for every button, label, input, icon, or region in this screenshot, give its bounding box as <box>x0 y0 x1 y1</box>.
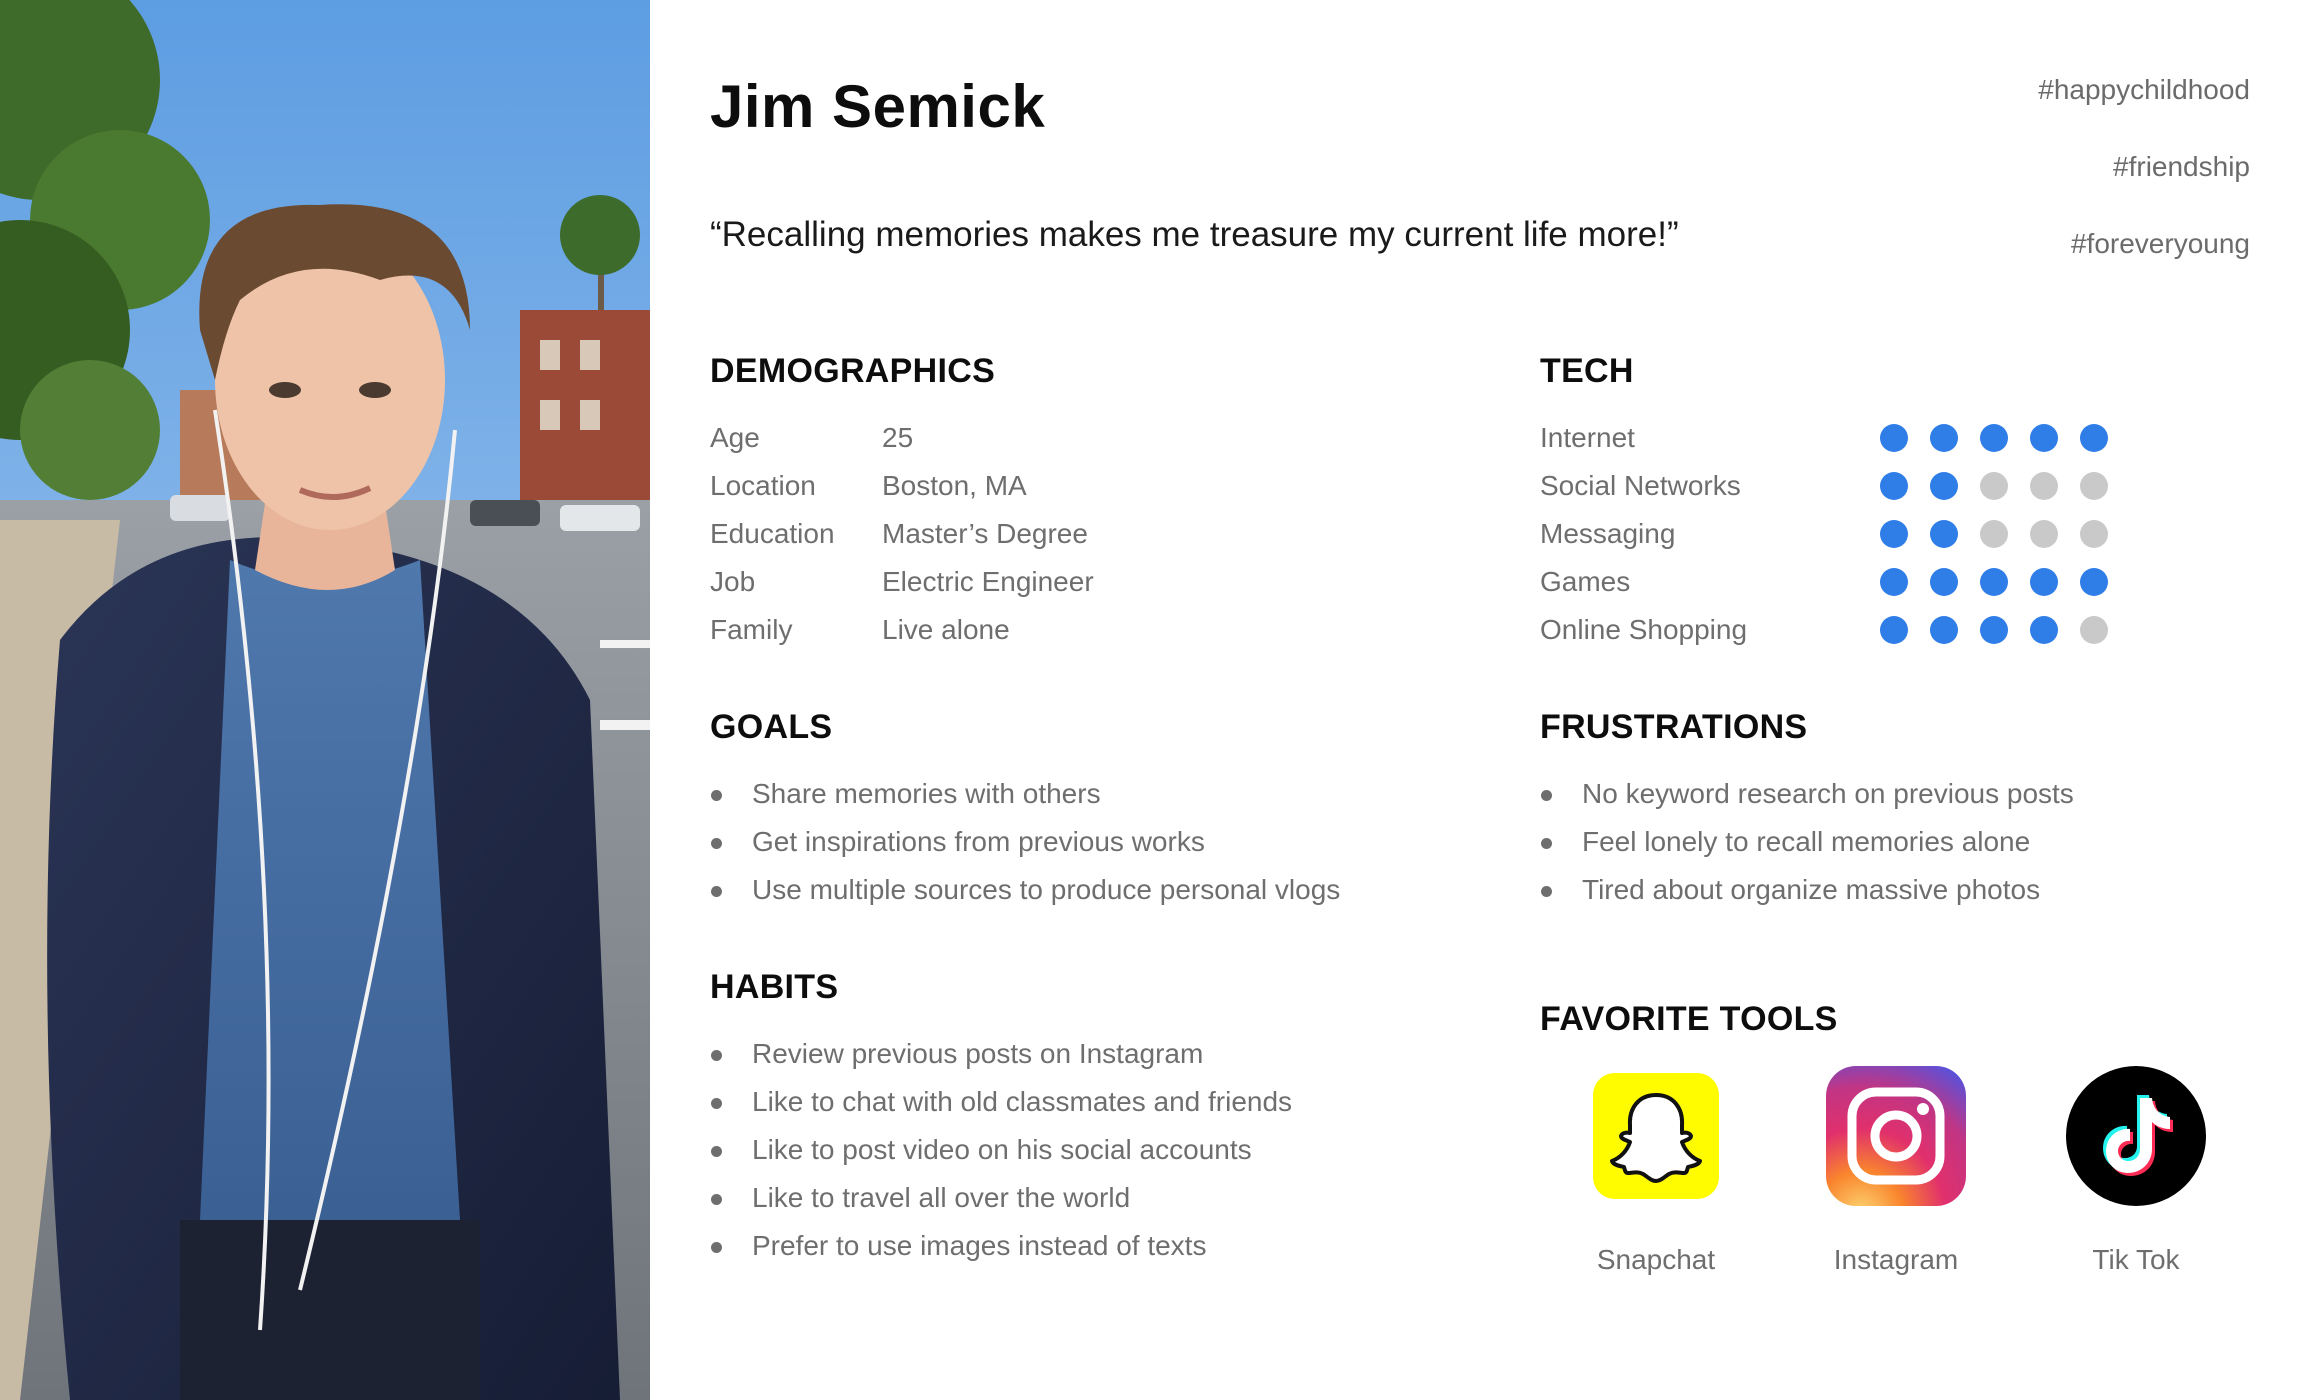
tool-snapchat <box>1556 1066 1756 1276</box>
demographics-label-age: Age <box>710 422 760 453</box>
list-item: Review previous posts on Instagram <box>710 1030 1292 1078</box>
persona-name: Jim Semick <box>710 73 1046 140</box>
list-item: No keyword research on previous posts <box>1540 770 2074 818</box>
demographics-value-family: Live alone <box>882 614 1010 645</box>
tool-label: Snapchat <box>1596 1244 1716 1275</box>
tech-heading: TECH <box>1540 352 1634 390</box>
demographics-heading: DEMOGRAPHICS <box>710 352 996 390</box>
hashtag-list <box>2038 72 2250 303</box>
tech-rating-internet <box>1880 414 2108 462</box>
list-item: Like to post video on his social accounts <box>710 1126 1292 1174</box>
frustrations-list <box>1540 770 2074 914</box>
tool-label: Tik Tok <box>2092 1244 2180 1275</box>
demographics-label-job: Job <box>710 566 756 597</box>
persona-quote: “Recalling memories makes me treasure my current life more!” <box>710 215 1679 254</box>
habits-heading: HABITS <box>710 968 839 1006</box>
tool-label: Instagram <box>1833 1244 1959 1275</box>
tiktok-icon <box>2066 1066 2206 1206</box>
list-item: Like to travel all over the world <box>710 1174 1292 1222</box>
tech-rating-games <box>1880 558 2108 606</box>
rating-dot <box>1930 616 1958 644</box>
profile-photo <box>0 0 650 1400</box>
list-item: Share memories with others <box>710 770 1340 818</box>
rating-dot <box>2080 616 2108 644</box>
rating-dot <box>2080 424 2108 452</box>
demographics-label-family: Family <box>710 614 793 645</box>
snapchat-icon <box>1586 1066 1726 1206</box>
rating-dot <box>1980 520 2008 548</box>
demographics-label-education: Education <box>710 518 835 549</box>
hashtag: #happychildhood <box>2038 74 2250 105</box>
rating-dot <box>1980 616 2008 644</box>
tech-label-social-networks: Social Networks <box>1540 470 1741 501</box>
hashtag: #foreveryoung <box>2070 228 2250 259</box>
rating-dot <box>2030 616 2058 644</box>
rating-dot <box>1930 520 1958 548</box>
rating-dot <box>2030 520 2058 548</box>
demographics-value-age: 25 <box>882 422 914 453</box>
tech-rating-social-networks <box>1880 462 2108 510</box>
favorite-tools-heading: FAVORITE TOOLS <box>1540 1000 1838 1038</box>
demographics-label-location: Location <box>710 470 816 501</box>
rating-dot <box>2030 472 2058 500</box>
list-item: Use multiple sources to produce personal vlogs <box>710 866 1340 914</box>
rating-dot <box>1880 568 1908 596</box>
rating-dot <box>2080 568 2108 596</box>
tech-label-messaging: Messaging <box>1540 518 1676 549</box>
list-item: Like to chat with old classmates and friends <box>710 1078 1292 1126</box>
frustrations-heading: FRUSTRATIONS <box>1540 708 1808 746</box>
rating-dot <box>1980 568 2008 596</box>
rating-dot <box>1930 424 1958 452</box>
rating-dot <box>1880 424 1908 452</box>
rating-dot <box>1930 568 1958 596</box>
tool-tiktok <box>2036 1066 2236 1276</box>
tool-instagram <box>1796 1066 1996 1276</box>
rating-dot <box>1980 472 2008 500</box>
tech-rating-messaging <box>1880 510 2108 558</box>
rating-dot <box>2030 568 2058 596</box>
rating-dot <box>1880 616 1908 644</box>
tech-rating-online-shopping <box>1880 606 2108 654</box>
list-item: Prefer to use images instead of texts <box>710 1222 1292 1270</box>
rating-dot <box>1880 520 1908 548</box>
list-item: Get inspirations from previous works <box>710 818 1340 866</box>
list-item: Tired about organize massive photos <box>1540 866 2074 914</box>
rating-dot <box>2030 424 2058 452</box>
rating-dot <box>1930 472 1958 500</box>
demographics-value-education: Master’s Degree <box>882 518 1088 549</box>
tech-label-games: Games <box>1540 566 1631 597</box>
goals-list <box>710 770 1340 914</box>
rating-dot <box>1980 424 2008 452</box>
instagram-icon <box>1826 1066 1966 1206</box>
demographics-value-location: Boston, MA <box>882 470 1027 501</box>
list-item: Feel lonely to recall memories alone <box>1540 818 2074 866</box>
tech-label-internet: Internet <box>1540 422 1635 453</box>
demographics-value-job: Electric Engineer <box>882 566 1094 597</box>
tech-label-online-shopping: Online Shopping <box>1540 614 1748 645</box>
habits-list <box>710 1030 1292 1270</box>
rating-dot <box>1880 472 1908 500</box>
rating-dot <box>2080 472 2108 500</box>
hashtag: #friendship <box>2113 151 2250 182</box>
goals-heading: GOALS <box>710 708 833 746</box>
rating-dot <box>2080 520 2108 548</box>
